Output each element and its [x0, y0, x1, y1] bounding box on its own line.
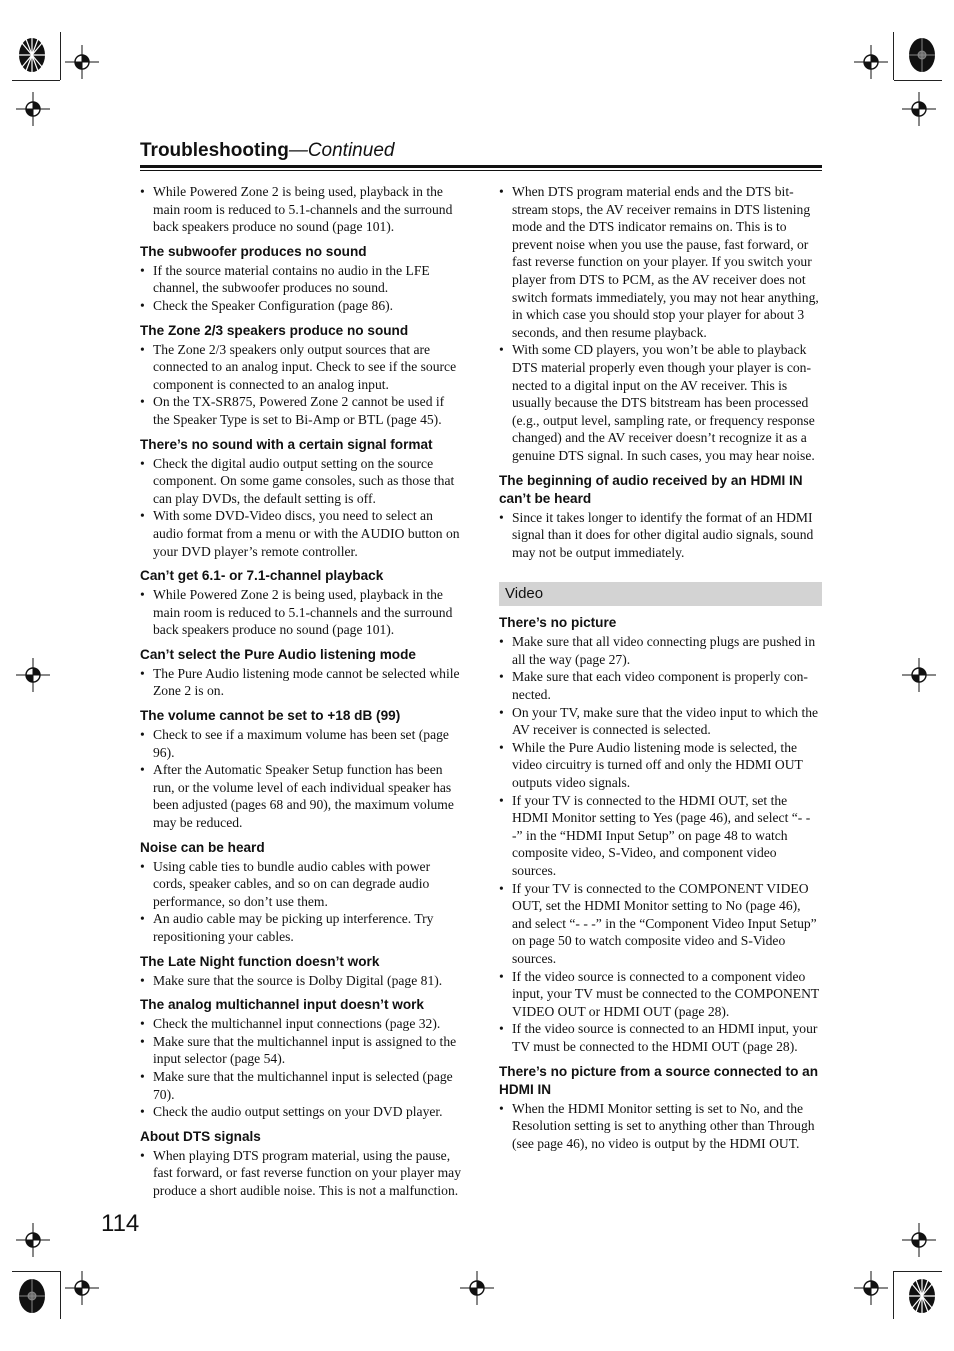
list-item: • Make sure that the source is Dolby Digital (page 81). [140, 972, 462, 990]
registration-mark-icon [854, 1271, 888, 1305]
section-dts-signals [140, 1128, 462, 1200]
list-item: • The Pure Audio listening mode cannot be selected while Zone 2 is on. [140, 665, 462, 700]
registration-mark-icon [16, 658, 50, 692]
list-item: • An audio cable may be picking up interference. Try repositioning your cables. [140, 910, 462, 945]
page-subtitle: —Continued [288, 140, 395, 161]
registration-mark-icon [460, 1271, 494, 1305]
list-item: • Check the digital audio output setting on the source component. On some game consoles, such as those that can play DVDs, the default setting is off. [140, 455, 462, 508]
list-item: • If your TV is connected to the COMPONENT VIDEO OUT, set the HDMI Monitor setting to No (page 46), and select “- - -” in the “Component Video Input Setup” on page 50 to watch composite video and S-Video sources. [499, 880, 822, 968]
list-item: • If the video source is connected to an HDMI input, your TV must be connected to the HDMI OUT (page 28). [499, 1020, 822, 1055]
list-item: • While Powered Zone 2 is being used, playback in the main room is reduced to 5.1-channels and the surround back speakers produce no sound (page 101). [140, 183, 462, 236]
crop-line [60, 32, 61, 80]
section-heading: Can’t select the Pure Audio listening mode [140, 646, 416, 662]
registration-mark-icon [16, 92, 50, 126]
list-item: • With some DVD-Video discs, you need to select an audio format from a menu or with the AUDIO button on your DVD player’s remote controller. [140, 507, 462, 560]
registration-mark-icon [65, 45, 99, 79]
section-heading: Noise can be heard [140, 839, 265, 855]
page-title: Troubleshooting [140, 140, 289, 161]
section-heading: The beginning of audio received by an HDMI IN can’t be heard [499, 472, 803, 506]
list-item: • When playing DTS program material, using the pause, fast forward, or fast reverse function on your player may produce a short audible noise. This is not a malfunction. [140, 1147, 462, 1200]
section-heading: The subwoofer produces no sound [140, 243, 367, 259]
section-heading: There’s no sound with a certain signal format [140, 436, 433, 452]
list-item: • The Zone 2/3 speakers only output sources that are connected to an analog input. Check to see if the source component is connected to an analog input. [140, 341, 462, 394]
left-column [140, 183, 462, 1200]
section-pure-audio [140, 646, 462, 700]
registration-mark-icon [902, 92, 936, 126]
registration-mark-icon [65, 1271, 99, 1305]
section-late-night [140, 953, 462, 990]
list-item: • Make sure that the multichannel input is assigned to the input selector (page 54). [140, 1033, 462, 1068]
registration-mark-icon [16, 1223, 50, 1257]
list-item: • On your TV, make sure that the video input to which the AV receiver is connected is selected. [499, 704, 822, 739]
list-item: • When DTS program material ends and the DTS bitstream stops, the AV receiver remains in DTS listening mode and the DTS indicator remains on. This is to prevent noise when you use the pause, fast forward, or fast reverse function on your player. If you switch your player from DTS to PCM, as the AV receiver does not switch formats immediately, you may not hear anything, in which case you should stop your player for about 3 seconds, and then resume playback. [499, 183, 822, 341]
video-section-bar [499, 582, 822, 606]
registration-mark-icon [902, 658, 936, 692]
crop-line [893, 1271, 894, 1319]
sunburst-mark-icon [17, 1277, 47, 1315]
list-item: • Check the multichannel input connections (page 32). [140, 1015, 462, 1033]
list-item: • While the Pure Audio listening mode is selected, the video circuitry is turned off and only the HDMI OUT outputs video signals. [499, 739, 822, 792]
header-rule [140, 165, 822, 168]
header-rule-thin [140, 170, 822, 171]
list-item: • Check the audio output settings on your DVD player. [140, 1103, 462, 1121]
registration-mark-icon [854, 45, 888, 79]
section-signal-format [140, 436, 462, 561]
section-heading: The Zone 2/3 speakers produce no sound [140, 322, 409, 338]
crop-line [893, 32, 894, 80]
page-header [140, 138, 822, 164]
section-heading: There’s no picture from a source connected to an HDMI IN [499, 1063, 819, 1097]
section-volume [140, 707, 462, 832]
list-item: • While Powered Zone 2 is being used, playback in the main room is reduced to 5.1-channels and the surround back speakers produce no sound (page 101). [140, 586, 462, 639]
list-item: • Since it takes longer to identify the format of an HDMI signal than it does for other digital audio signals, sound may not be output immediately. [499, 509, 822, 562]
right-column [499, 183, 822, 1152]
list-item: • After the Automatic Speaker Setup function has been run, or the volume level of each individual speaker has been adjusted (pages 68 and 90), the maximum volume may be reduced. [140, 761, 462, 831]
list-item: • Check the Speaker Configuration (page 86). [140, 297, 462, 315]
section-noise [140, 839, 462, 946]
section-zone23 [140, 322, 462, 429]
list-item: • Make sure that each video component is properly connected. [499, 668, 822, 703]
section-hdmi-audio [499, 472, 822, 562]
list-item: • Check to see if a maximum volume has been set (page 96). [140, 726, 462, 761]
list-item: • If the source material contains no audio in the LFE channel, the subwoofer produces no sound. [140, 262, 462, 297]
list-item: • When the HDMI Monitor setting is set to No, and the Resolution setting is set to anything other than Through (see page 46), no video is output by the HDMI OUT. [499, 1100, 822, 1153]
crop-line [12, 80, 60, 81]
section-heading: There’s no picture [499, 615, 617, 631]
section-heading: The volume cannot be set to +18 dB (99) [140, 708, 401, 724]
crop-line [894, 80, 942, 81]
page-number: 114 [101, 1210, 140, 1237]
sunburst-mark-icon [907, 36, 937, 74]
list-item: • On the TX-SR875, Powered Zone 2 cannot be used if the Speaker Type is set to Bi-Amp or BTL (page 45). [140, 393, 462, 428]
section-subwoofer [140, 243, 462, 315]
list-item: • If the video source is connected to a component video input, your TV must be connected to the COMPONENT VIDEO OUT or HDMI OUT (page 28). [499, 968, 822, 1021]
list-item: • Make sure that all video connecting plugs are pushed in all the way (page 27). [499, 633, 822, 668]
crop-line [12, 1271, 60, 1272]
list-item: • Using cable ties to bundle audio cables with power cords, speaker cables, and so on can degrade audio performance, so don’t use them. [140, 858, 462, 911]
list-item: • Make sure that the multichannel input is selected (page 70). [140, 1068, 462, 1103]
section-61-71-playback [140, 567, 462, 639]
sunburst-mark-icon [907, 1277, 937, 1315]
section-multichannel-input [140, 996, 462, 1121]
lead-bullet-list [499, 183, 822, 465]
section-no-picture [499, 614, 822, 1055]
sunburst-mark-icon [17, 36, 47, 74]
section-heading: The analog multichannel input doesn’t work [140, 997, 424, 1013]
list-item: • With some CD players, you won’t be able to playback DTS material properly even though your player is connected to a digital input on the AV receiver. This is usually because the DTS bitstream has been processed (e.g., output level, sampling rate, or frequency response changed) and the AV receiver doesn’t recognize it as a genuine DTS signal. In such cases, you may hear noise. [499, 341, 822, 464]
crop-line [60, 1271, 61, 1319]
lead-bullet-list [140, 183, 462, 236]
section-heading: The Late Night function doesn’t work [140, 953, 380, 969]
crop-line [894, 1271, 942, 1272]
registration-mark-icon [902, 1223, 936, 1257]
section-no-picture-hdmi [499, 1063, 822, 1153]
section-heading: Can’t get 6.1- or 7.1-channel playback [140, 568, 384, 584]
video-section-title: Video [505, 585, 544, 603]
section-heading: About DTS signals [140, 1128, 261, 1144]
list-item: • If your TV is connected to the HDMI OUT, set the HDMI Monitor setting to Yes (page 46), and select “- - -” in the “HDMI Input Setup” on page 48 to watch composite video, S-Video, and component video sources. [499, 792, 822, 880]
